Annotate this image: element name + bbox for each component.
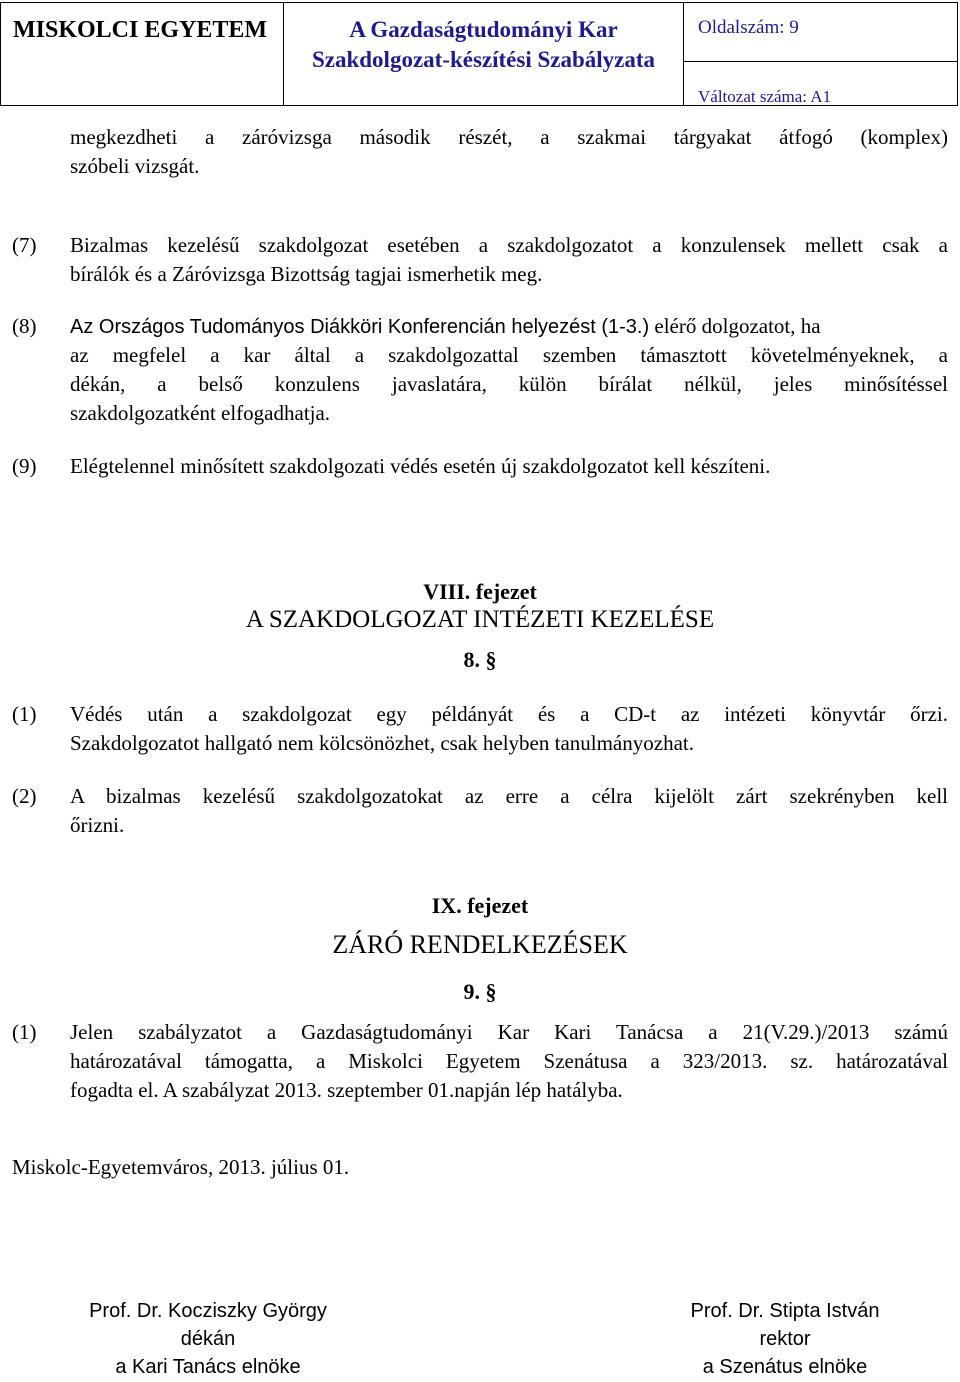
chapter-8-title: A SZAKDOLGOZAT INTÉZETI KEZELÉSE	[245, 606, 715, 633]
regulation-title: Szakdolgozat-készítési Szabályzata	[311, 47, 656, 72]
place-date: Miskolc-Egyetemváros, 2013. július 01.	[12, 1155, 350, 1179]
section-9-label: 9. §	[463, 979, 497, 1004]
header-meta-cell	[684, 3, 957, 105]
right-signatory-role-2: a Szenátus elnöke	[702, 1356, 868, 1378]
paragraph-8-number: (8)	[12, 314, 37, 338]
chapter-8-p2-line-1: A bizalmas kezelésű szakdolgozatokat az erre a célra kijelölt zárt szekrényben kell	[70, 784, 948, 808]
document-header	[0, 2, 958, 106]
chapter-9-p1-number: (1)	[12, 1020, 37, 1044]
page-number: Oldalszám: 9	[698, 17, 799, 38]
right-signatory-role: rektor	[759, 1328, 811, 1350]
intro-line-1: megkezdheti a záróvizsga második részét, a szakmai tárgyakat átfogó (komplex)	[70, 125, 948, 149]
paragraph-8-line-1-serif: elérő dolgozatot, ha	[649, 314, 821, 338]
chapter-9-title: ZÁRÓ RENDELKEZÉSEK	[332, 930, 628, 959]
chapter-8-p2-number: (2)	[12, 784, 37, 808]
header-title-cell	[284, 3, 684, 105]
paragraph-8-line-1	[70, 312, 821, 342]
paragraph-8-line-3: dékán, a belső konzulens javaslatára, külön bírálat nélkül, jeles minősítéssel	[70, 372, 948, 396]
paragraph-7-number: (7)	[12, 233, 37, 257]
chapter-8-label: VIII. fejezet	[423, 579, 537, 604]
header-divider	[684, 61, 957, 62]
left-signatory-role-2: a Kari Tanács elnöke	[115, 1356, 301, 1378]
paragraph-8-line-1-sans: Az Országos Tudományos Diákköri Konferencián helyezést (1-3.)	[70, 316, 650, 338]
chapter-9-p1-line-2: határozatával támogatta, a Miskolci Egyetem Szenátusa a 323/2013. sz. határozatával	[70, 1049, 948, 1073]
section-8-label: 8. §	[463, 647, 497, 672]
paragraph-8-line-4: szakdolgozatként elfogadhatja.	[70, 401, 331, 425]
paragraph-7-line-1: Bizalmas kezelésű szakdolgozat esetében a szakdolgozatot a konzulensek mellett csak a	[70, 233, 948, 257]
chapter-8-p1-line-1: Védés után a szakdolgozat egy példányát és a CD-t az intézeti könyvtár őrzi.	[70, 702, 948, 726]
faculty-name: A Gazdaságtudományi Kar	[349, 17, 618, 42]
chapter-9-p1-line-3: fogadta el. A szabályzat 2013. szeptember 01.napján lép hatályba.	[70, 1078, 623, 1102]
chapter-8-p1-number: (1)	[12, 702, 37, 726]
header-university-cell	[1, 3, 284, 105]
left-signatory-name: Prof. Dr. Kocziszky György	[89, 1300, 327, 1322]
chapter-8-p2-line-2: őrizni.	[70, 813, 125, 837]
paragraph-9-number: (9)	[12, 454, 37, 478]
version-number: Változat száma: A1	[698, 87, 832, 106]
intro-line-2: szóbeli vizsgát.	[70, 154, 200, 178]
chapter-9-p1-line-1: Jelen szabályzatot a Gazdaságtudományi Kar Kari Tanácsa a 21(V.29.)/2013 számú	[70, 1020, 948, 1044]
paragraph-9-line-1: Elégtelennel minősített szakdolgozati védés esetén új szakdolgozatot kell készíteni.	[70, 454, 771, 478]
paragraph-7-line-2: bírálók és a Záróvizsga Bizottság tagjai ismerhetik meg.	[70, 262, 543, 286]
chapter-9-label: IX. fejezet	[431, 893, 529, 918]
left-signatory-role: dékán	[180, 1328, 236, 1350]
chapter-8-p1-line-2: Szakdolgozatot hallgató nem kölcsönözhet, csak helyben tanulmányozhat.	[70, 731, 694, 755]
right-signatory-name: Prof. Dr. Stipta István	[690, 1300, 880, 1322]
paragraph-8-line-2: az megfelel a kar által a szakdolgozattal szemben támasztott követelményeknek, a	[70, 343, 948, 367]
university-name: MISKOLCI EGYETEM	[13, 17, 268, 43]
